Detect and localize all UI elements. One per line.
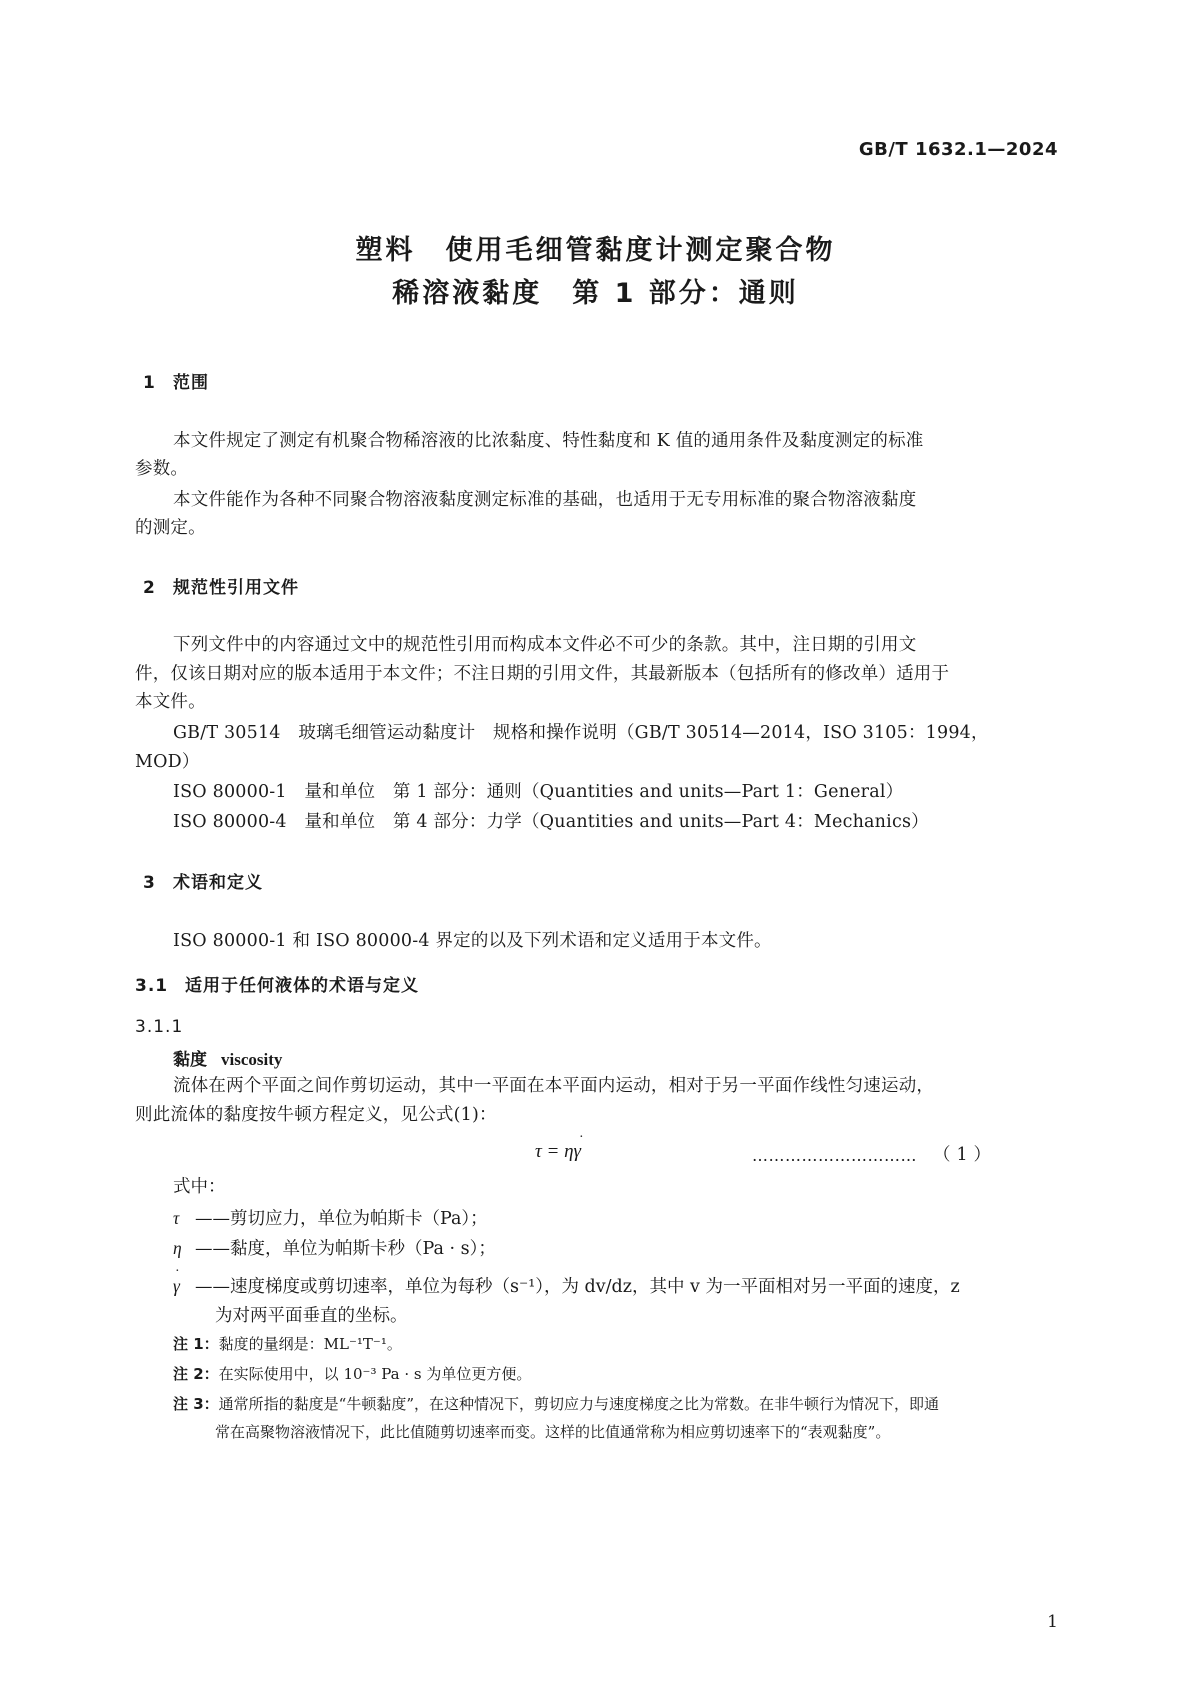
formula-number: （ 1 ） xyxy=(933,1145,992,1165)
symbol-text: ——剪切应力，单位为帕斯卡（Pa）； xyxy=(195,1209,488,1229)
note-2 xyxy=(173,1361,531,1388)
section-number: 1 xyxy=(143,373,156,393)
page-number: 1 xyxy=(1047,1612,1058,1632)
section-title: 规范性引用文件 xyxy=(173,578,299,598)
dot-accent: · xyxy=(579,1130,584,1145)
reference-3: ISO 80000-4 量和单位 第 4 部分：力学（Quantities and units—Part 4：Mechanics） xyxy=(173,812,929,832)
note-text: 在实际使用中，以 10⁻³ Pa · s 为单位更方便。 xyxy=(218,1365,532,1383)
term-english: viscosity xyxy=(221,1050,283,1069)
sec1-para1-line1: 本文件规定了测定有机聚合物稀溶液的比浓黏度、特性黏度和 K 值的通用条件及黏度测定的标准 xyxy=(173,431,924,451)
note-text: 黏度的量纲是：ML⁻¹T⁻¹。 xyxy=(218,1335,402,1353)
section-title: 适用于任何液体的术语与定义 xyxy=(185,976,419,996)
sec1-para2-line2: 的测定。 xyxy=(135,518,206,538)
section-3-heading xyxy=(143,868,263,893)
symbol: η xyxy=(173,1238,182,1258)
sec1-para2-line1: 本文件能作为各种不同聚合物溶液黏度测定标准的基础，也适用于无专用标准的聚合物溶液黏度 xyxy=(173,490,917,510)
reference-1-line1: GB/T 30514 玻璃毛细管运动黏度计 规格和操作说明（GB/T 30514—2014，ISO 3105：1994， xyxy=(173,723,989,743)
symbol: τ xyxy=(173,1208,180,1228)
note-1 xyxy=(173,1331,402,1358)
note-3 xyxy=(173,1391,939,1418)
symbol-definition-tau xyxy=(173,1203,488,1235)
section-number: 3.1 xyxy=(135,976,169,996)
definition-line2: 则此流体的黏度按牛顿方程定义，见公式(1)： xyxy=(135,1105,497,1125)
symbol-definition-eta xyxy=(173,1233,496,1265)
symbol-definition-gamma-cont: 为对两平面垂直的坐标。 xyxy=(215,1306,408,1326)
reference-1-line2: MOD） xyxy=(135,752,200,772)
symbol: γ · xyxy=(173,1264,180,1296)
sec2-para1-line2: 件，仅该日期对应的版本适用于本文件；不注日期的引用文件，其最新版本（包括所有的修改单）适用于 xyxy=(135,664,950,684)
section-title: 范围 xyxy=(173,373,209,393)
sec2-para1-line1: 下列文件中的内容通过文中的规范性引用而构成本文件必不可少的条款。其中，注日期的引用文 xyxy=(173,635,917,655)
sec2-para1-line3: 本文件。 xyxy=(135,692,206,712)
standard-code: GB/T 1632.1—2024 xyxy=(858,139,1058,160)
reference-2: ISO 80000-1 量和单位 第 1 部分：通则（Quantities and units—Part 1：General） xyxy=(173,782,904,802)
note-3-line2: 常在高聚物溶液情况下，此比值随剪切速率而变。这样的比值通常称为相应剪切速率下的“表观黏度”。 xyxy=(215,1423,891,1441)
note-label: 注 2： xyxy=(173,1365,219,1383)
symbol-text: ——速度梯度或剪切速率，单位为每秒（s⁻¹），为 dv/dz，其中 v 为一平面相对另一平面的速度，z xyxy=(195,1277,960,1297)
symbol-text: ——黏度，单位为帕斯卡秒（Pa · s）； xyxy=(195,1239,496,1259)
formula-expression: τ = ηγ xyxy=(535,1141,582,1162)
section-title: 术语和定义 xyxy=(173,873,263,893)
sec1-para1-line2: 参数。 xyxy=(135,459,189,479)
section-3-1-heading xyxy=(135,971,419,996)
note-label: 注 1： xyxy=(173,1335,219,1353)
section-number: 3.1.1 xyxy=(135,1017,184,1037)
term-chinese: 黏度 xyxy=(173,1050,207,1070)
formula-1 xyxy=(535,1130,584,1163)
sec3-para1: ISO 80000-1 和 ISO 80000-4 界定的以及下列术语和定义适用于本文件。 xyxy=(173,931,772,951)
symbol-definition-gamma xyxy=(173,1264,960,1303)
term-entry xyxy=(173,1045,282,1070)
where-label: 式中： xyxy=(173,1177,226,1197)
dot-accent: · xyxy=(175,1264,180,1279)
section-number: 3 xyxy=(143,873,156,893)
section-number: 2 xyxy=(143,578,156,598)
note-text: 通常所指的黏度是“牛顿黏度”，在这种情况下，剪切应力与速度梯度之比为常数。在非牛顿行为情况下，即通 xyxy=(218,1395,940,1413)
document-title-line2: 稀溶液黏度 第 1 部分：通则 xyxy=(392,278,799,309)
section-3-1-1-heading xyxy=(135,1017,183,1037)
section-1-heading xyxy=(143,368,209,393)
section-2-heading xyxy=(143,573,299,598)
note-label: 注 3： xyxy=(173,1395,219,1413)
document-title-line1: 塑料 使用毛细管黏度计测定聚合物 xyxy=(355,235,836,266)
formula-leader-dots: ………………………… xyxy=(752,1146,917,1165)
definition-line1: 流体在两个平面之间作剪切运动，其中一平面在本平面内运动，相对于另一平面作线性匀速运动， xyxy=(173,1076,935,1096)
